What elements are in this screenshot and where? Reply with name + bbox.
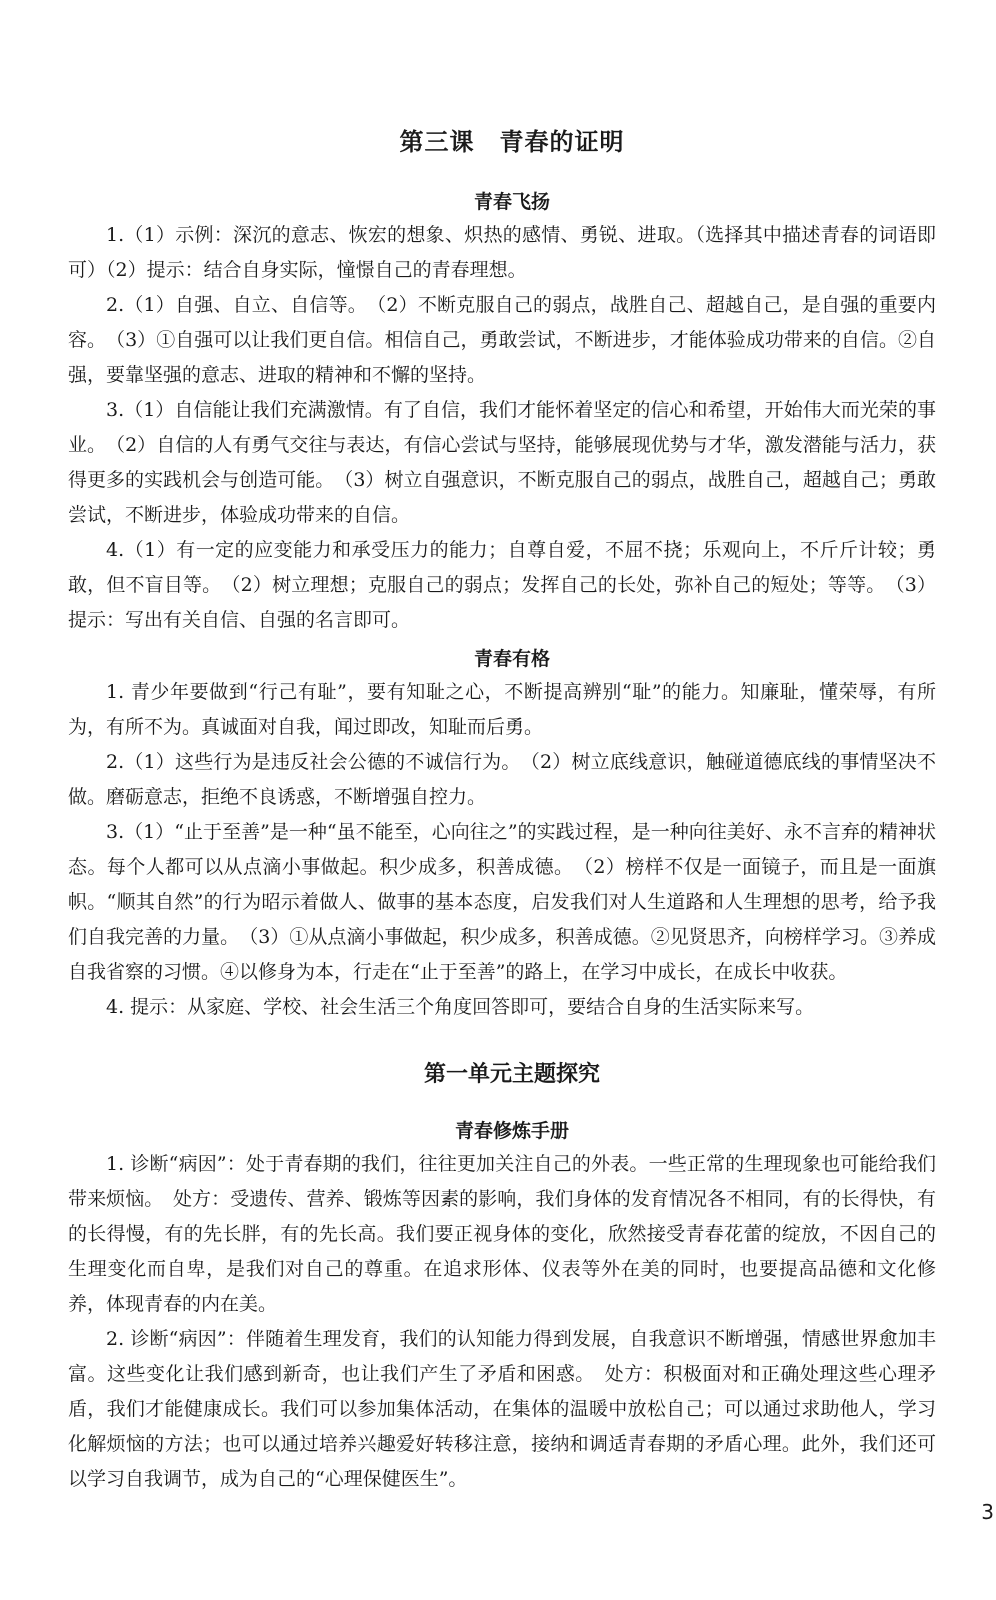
answer-paragraph: 2. 诊断“病因”：伴随着生理发育，我们的认知能力得到发展，自我意识不断增强，情感世界愈加丰富。这些变化让我们感到新奇，也让我们产生了矛盾和困惑。 处方：积极面对和正确处理这些心理矛盾，我们才能健康成长。我们可以参加集体活动，在集体的温暖中放松自己；可以通过求助他人，学习化解烦恼的方法；也可以通过培养兴趣爱好转移注意，接纳和调适青春期的矛盾心理。此外，我们还可以学习自我调节，成为自己的“心理保健医生”。	[68, 1328, 936, 1490]
answer-paragraph: 3.（1）自信能让我们充满激情。有了自信，我们才能怀着坚定的信心和希望，开始伟大而光荣的事业。 （2）自信的人有勇气交往与表达，有信心尝试与坚持，能够展现优势与才华，激发潜能与活力，获得更多的实践机会与创造可能。 （3）树立自强意识，不断克服自己的弱点，战胜自己，超越自己；勇敢尝试，不断进步，体验成功带来的自信。	[68, 399, 936, 526]
answer-page	[68, 122, 936, 1497]
answer-paragraph: 2.（1）自强、自立、自信等。 （2）不断克服自己的弱点，战胜自己、超越自己，是自强的重要内容。 （3）①自强可以让我们更自信。相信自己，勇敢尝试，不断进步，才能体验成功带来的自信。②自强，要靠坚强的意志、进取的精神和不懈的坚持。	[68, 294, 936, 386]
answer-paragraph: 1.（1）示例：深沉的意志、恢宏的想象、炽热的感情、勇锐、进取。（选择其中描述青春的词语即可）（2）提示：结合自身实际，憧憬自己的青春理想。	[68, 224, 936, 281]
answer-paragraph: 4.（1）有一定的应变能力和承受压力的能力；自尊自爱，不屈不挠；乐观向上，不斤斤计较；勇敢，但不盲目等。 （2）树立理想；克服自己的弱点；发挥自己的长处，弥补自己的短处；等等。 （3）提示：写出有关自信、自强的名言即可。	[68, 539, 936, 631]
answer-paragraph: 3.（1）“止于至善”是一种“虽不能至，心向往之”的实践过程，是一种向往美好、永不言弃的精神状态。每个人都可以从点滴小事做起。积少成多，积善成德。 （2）榜样不仅是一面镜子，而且是一面旗帜。“顺其自然”的行为昭示着做人、做事的基本态度，启发我们对人生道路和人生理想的思考，给予我们自我完善的力量。 （3）①从点滴小事做起，积少成多，积善成德。②见贤思齐，向榜样学习。③养成自我省察的习惯。④以修身为本，行走在“止于至善”的路上，在学习中成长，在成长中收获。	[68, 821, 936, 983]
answer-paragraph: 1. 青少年要做到“行己有耻”，要有知耻之心，不断提高辨别“耻”的能力。知廉耻，懂荣辱，有所为，有所不为。真诚面对自我，闻过即改，知耻而后勇。	[68, 681, 936, 738]
page-number: 3	[981, 1500, 994, 1524]
lesson-title: 第三课 青春的证明	[399, 128, 625, 156]
answer-paragraph: 4. 提示：从家庭、学校、社会生活三个角度回答即可，要结合自身的生活实际来写。	[106, 996, 815, 1018]
answer-paragraph: 2.（1）这些行为是违反社会公德的不诚信行为。 （2）树立底线意识，触碰道德底线的事情坚决不做。磨砺意志，拒绝不良诱惑，不断增强自控力。	[68, 751, 936, 808]
section-title-qingchun-youge: 青春有格	[473, 648, 550, 670]
answer-paragraph: 1. 诊断“病因”：处于青春期的我们，往往更加关注自己的外表。一些正常的生理现象也可能给我们带来烦恼。 处方：受遗传、营养、锻炼等因素的影响，我们身体的发育情况各不相同，有的长得快，有的长得慢，有的先长胖，有的先长高。我们要正视身体的变化，欣然接受青春花蕾的绽放，不因自己的生理变化而自卑，是我们对自己的尊重。在追求形体、仪表等外在美的同时，也要提高品德和文化修养，体现青春的内在美。	[68, 1153, 936, 1315]
unit-title: 第一单元主题探究	[423, 1062, 600, 1087]
section-title-xiulian-shouce: 青春修炼手册	[454, 1120, 569, 1142]
section-title-qingchun-feiyang: 青春飞扬	[473, 191, 550, 213]
